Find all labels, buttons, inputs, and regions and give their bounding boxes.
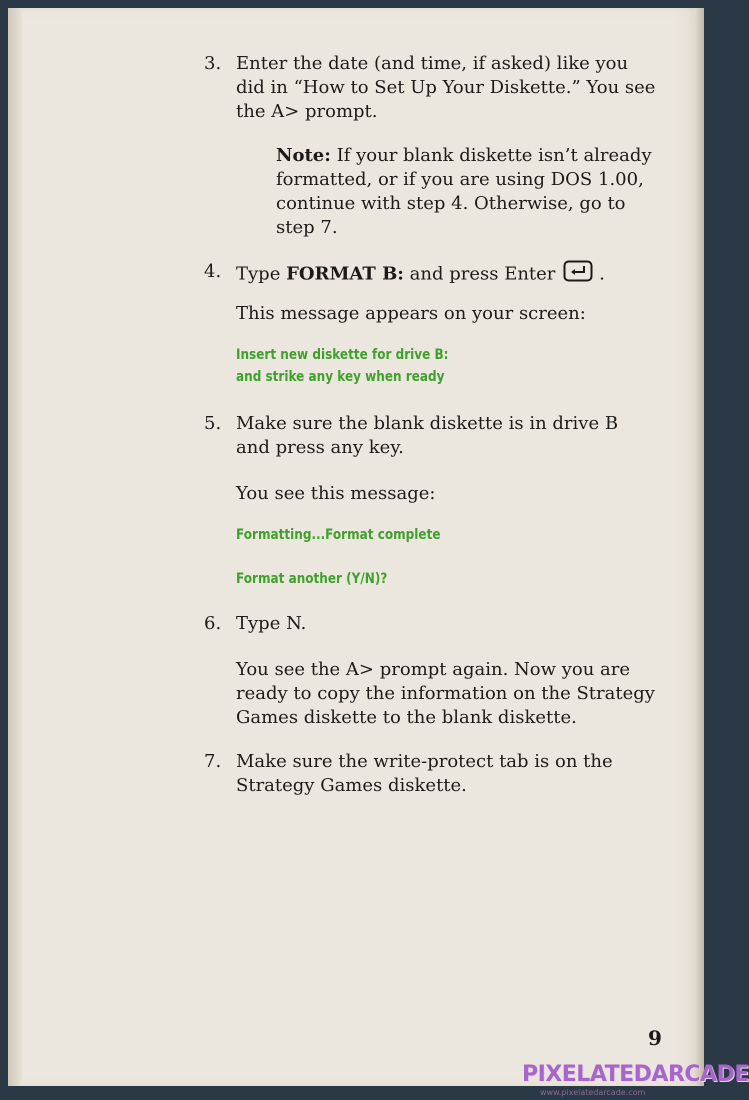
watermark-brand: PIXELATEDARCADE xyxy=(522,1062,749,1087)
screen-message-line: Formatting...Format complete xyxy=(236,527,441,543)
page-number: 9 xyxy=(648,1026,662,1050)
note-text: If your blank diskette isn’t already formatted, or if you are using DOS 1.00, continue with step 4. Otherwise, go to step 7. xyxy=(276,145,652,238)
step-number: 5. xyxy=(204,413,222,434)
page-edge xyxy=(694,8,704,1086)
enter-key-icon xyxy=(563,260,593,289)
command-text: FORMAT B: xyxy=(286,263,404,285)
step-number: 7. xyxy=(204,751,222,772)
note-paragraph xyxy=(276,144,656,240)
step-6-follow: You see the A> prompt again. Now you are ready to copy the information on the Strategy Games diskette to the blank diskette. xyxy=(236,659,655,728)
screen-message-line: and strike any key when ready xyxy=(236,369,445,385)
note-label: Note: xyxy=(276,145,331,166)
manual-page xyxy=(8,8,704,1086)
step-text: Type N. xyxy=(236,613,307,634)
step-text: Type FORMAT B: and press Enter . xyxy=(236,260,656,289)
step-text: Make sure the blank diskette is in drive B and press any key. xyxy=(236,413,619,458)
screen-message-line: Insert new diskette for drive B: xyxy=(236,347,449,363)
step-4-follow: This message appears on your screen: xyxy=(236,303,586,324)
watermark-url: www.pixelatedarcade.com xyxy=(540,1088,646,1097)
step-text: Make sure the write-protect tab is on the Strategy Games diskette. xyxy=(236,751,613,796)
step-number: 3. xyxy=(204,53,222,74)
page-spine xyxy=(8,8,22,1086)
step-number: 4. xyxy=(204,261,222,282)
screen-message-line: Format another (Y/N)? xyxy=(236,571,388,587)
step-text: Enter the date (and time, if asked) like you did in “How to Set Up Your Diskette.” You see the A> prompt. xyxy=(236,53,656,122)
step-number: 6. xyxy=(204,613,222,634)
step-5-follow: You see this message: xyxy=(236,483,436,504)
